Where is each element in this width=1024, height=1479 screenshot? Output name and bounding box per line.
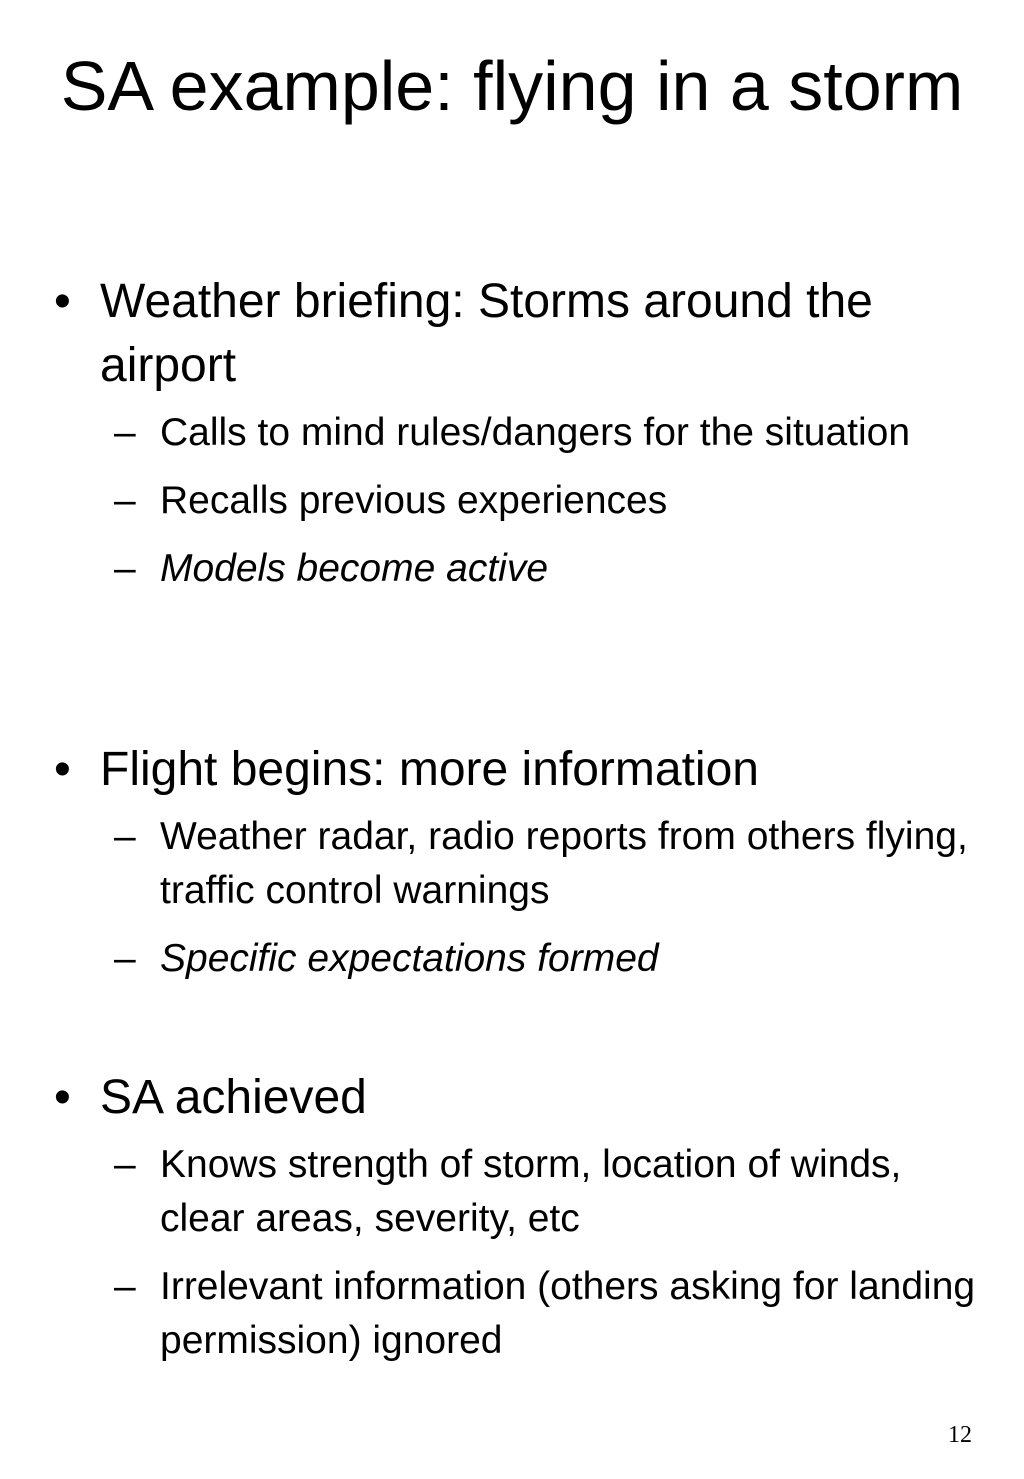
sub-item [50,542,980,596]
sub-item [50,1138,980,1246]
sub-item-text: Calls to mind rules/dangers for the situation [160,411,911,454]
page-number: 12 [948,1422,972,1448]
bullet-marker: • [54,275,71,328]
bullet-item [50,1066,980,1368]
dash-marker: – [114,547,136,590]
sub-item [50,1260,980,1368]
dash-marker: – [114,479,136,522]
bullet-item [50,270,980,596]
sub-item-text: Irrelevant information (others asking for landing permission) ignored [160,1265,976,1362]
sub-list [50,1138,980,1368]
sub-item-text: Models become active [160,547,549,590]
dash-marker: – [114,937,136,980]
bullet-text: SA achieved [100,1071,367,1124]
dash-marker: – [114,815,136,858]
sub-list [50,810,980,986]
sub-item-text: Knows strength of storm, location of winds, clear areas, severity, etc [160,1143,902,1240]
bullet-text: Flight begins: more information [100,743,759,796]
sub-item-text: Recalls previous experiences [160,479,668,522]
dash-marker: – [114,411,136,454]
sub-item [50,932,980,986]
sub-item [50,810,980,918]
sub-item-text: Weather radar, radio reports from others flying, traffic control warnings [160,815,968,912]
dash-marker: – [114,1265,136,1308]
slide-title: SA example: flying in a storm [60,47,964,125]
bullet-marker: • [54,743,71,796]
sub-item-text: Specific expectations formed [160,937,659,980]
dash-marker: – [114,1143,136,1186]
sub-list [50,406,980,596]
bullet-item [50,738,980,986]
sub-item [50,474,980,528]
sub-item [50,406,980,460]
bullet-text: Weather briefing: Storms around the airport [100,275,873,392]
bullet-marker: • [54,1071,71,1124]
